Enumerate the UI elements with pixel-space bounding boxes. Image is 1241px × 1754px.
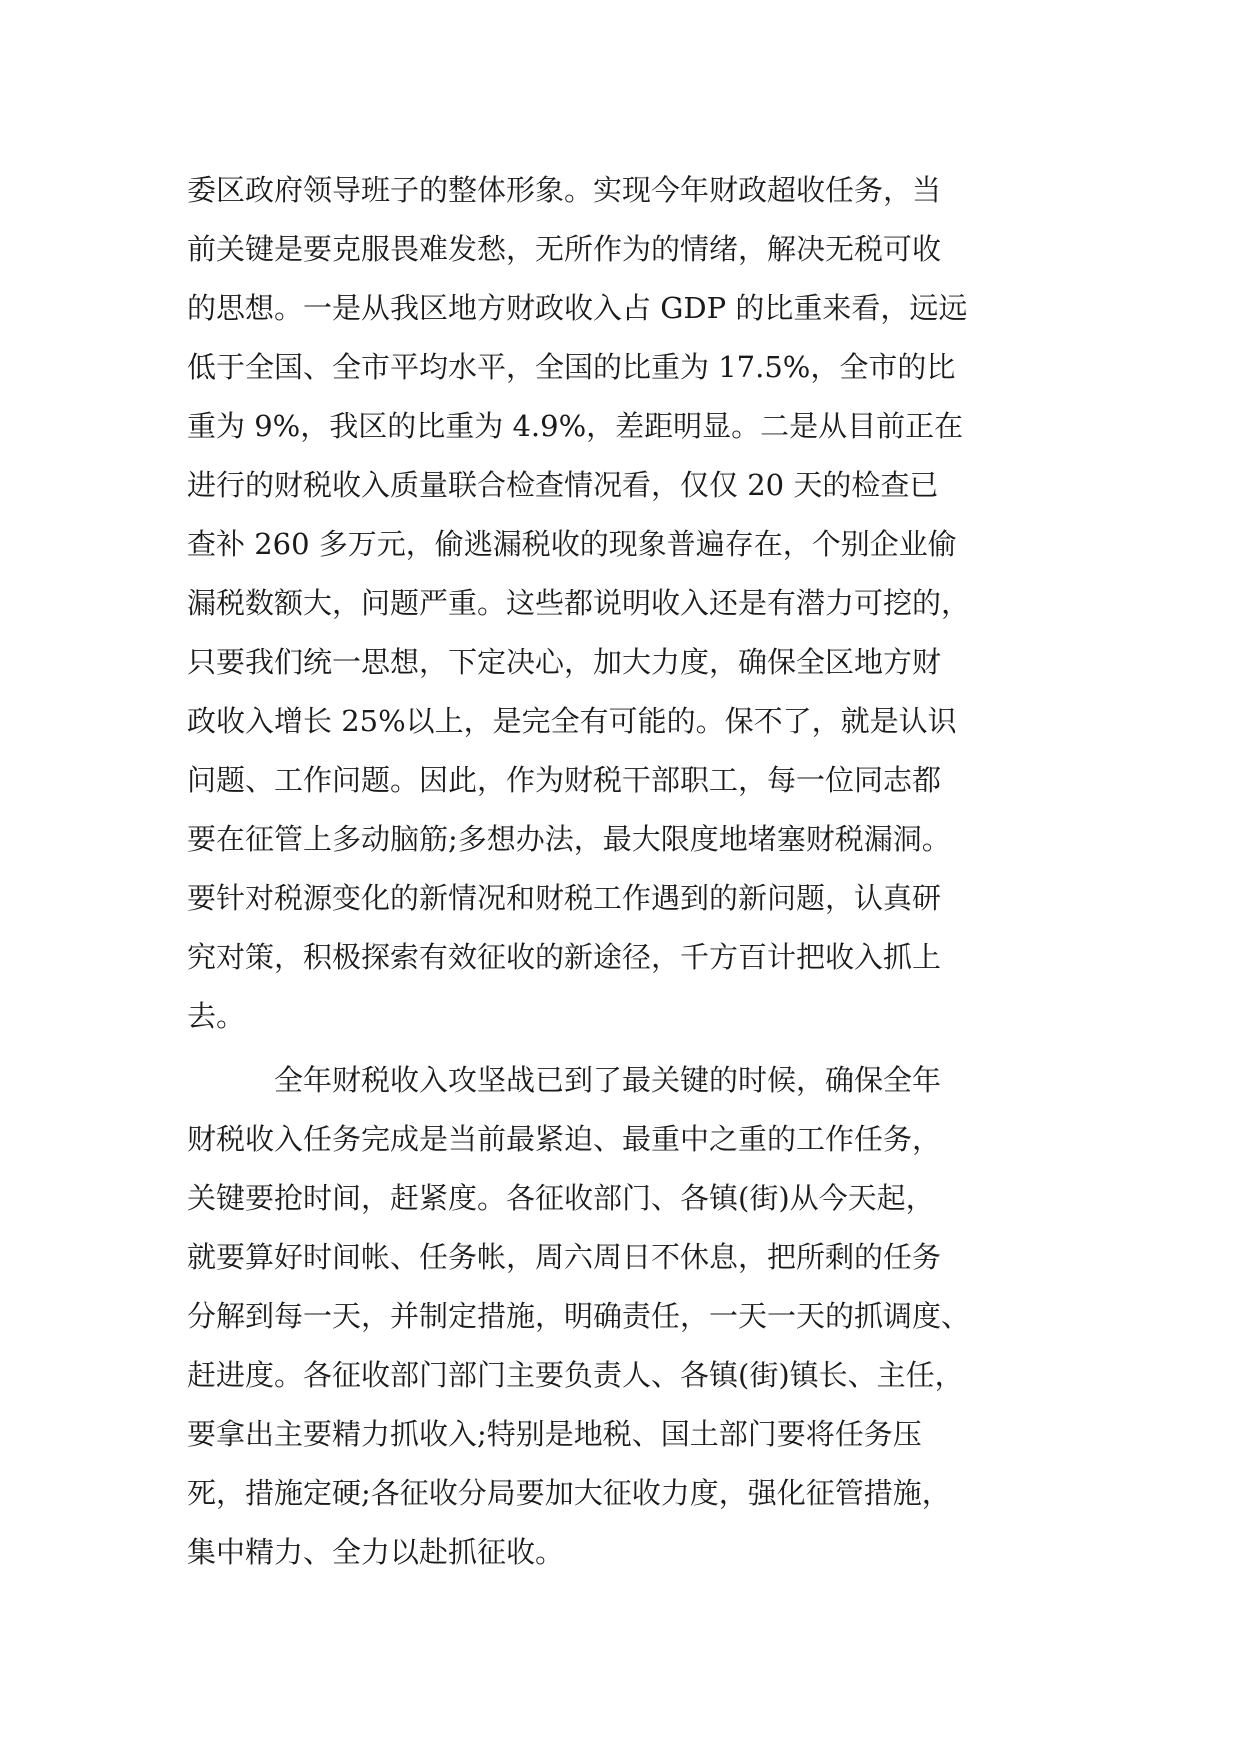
paragraph-2-line-2: 财税收入任务完成是当前最紧迫、最重中之重的工作任务，	[187, 1122, 942, 1156]
paragraph-1-line-15: 去。	[187, 999, 246, 1033]
paragraph-1-line-13: 要针对税源变化的新情况和财税工作遇到的新问题，认真研	[187, 881, 942, 915]
paragraph-2-line-8: 死，措施定硬;各征收分局要加大征收力度，强化征管措施，	[187, 1476, 951, 1510]
paragraph-2-line-5: 分解到每一天，并制定措施，明确责任，一天一天的抓调度、	[187, 1299, 971, 1333]
paragraph-1-line-5: 重为 9%，我区的比重为 4.9%，差距明显。二是从目前正在	[187, 409, 964, 443]
paragraph-2-line-3: 关键要抢时间，赶紧度。各征收部门、各镇(街)从今天起，	[187, 1181, 935, 1215]
paragraph-2-line-1: 全年财税收入攻坚战已到了最关键的时候，确保全年	[274, 1063, 942, 1097]
paragraph-1-line-9: 只要我们统一思想，下定决心，加大力度，确保全区地方财	[187, 645, 942, 679]
paragraph-1-line-6: 进行的财税收入质量联合检查情况看，仅仅 20 天的检查已	[187, 468, 939, 502]
paragraph-1-line-3: 的思想。一是从我区地方财政收入占 GDP 的比重来看，远远	[187, 291, 968, 325]
paragraph-2-line-6: 赶进度。各征收部门部门主要负责人、各镇(街)镇长、主任，	[187, 1358, 964, 1392]
paragraph-1-line-7: 查补 260 多万元，偷逃漏税收的现象普遍存在，个别企业偷	[187, 527, 957, 561]
paragraph-1-line-12: 要在征管上多动脑筋;多想办法，最大限度地堵塞财税漏洞。	[187, 822, 951, 856]
paragraph-2-line-4: 就要算好时间帐、任务帐，周六周日不休息，把所剩的任务	[187, 1240, 942, 1274]
paragraph-2-line-7: 要拿出主要精力抓收入;特别是地税、国土部门要将任务压	[187, 1417, 922, 1451]
paragraph-2-line-9: 集中精力、全力以赴抓征收。	[187, 1535, 565, 1569]
paragraph-1-line-10: 政收入增长 25%以上，是完全有可能的。保不了，就是认识	[187, 704, 957, 738]
paragraph-1-line-4: 低于全国、全市平均水平，全国的比重为 17.5%，全市的比	[187, 350, 956, 384]
paragraph-1-line-11: 问题、工作问题。因此，作为财税干部职工，每一位同志都	[187, 763, 942, 797]
paragraph-1-line-8: 漏税数额大，问题严重。这些都说明收入还是有潜力可挖的，	[187, 586, 971, 620]
paragraph-1-line-1: 委区政府领导班子的整体形象。实现今年财政超收任务，当	[187, 173, 942, 207]
paragraph-1-line-14: 究对策，积极探索有效征收的新途径，千方百计把收入抓上	[187, 940, 942, 974]
paragraph-1-line-2: 前关键是要克服畏难发愁，无所作为的情绪，解决无税可收	[187, 232, 942, 266]
